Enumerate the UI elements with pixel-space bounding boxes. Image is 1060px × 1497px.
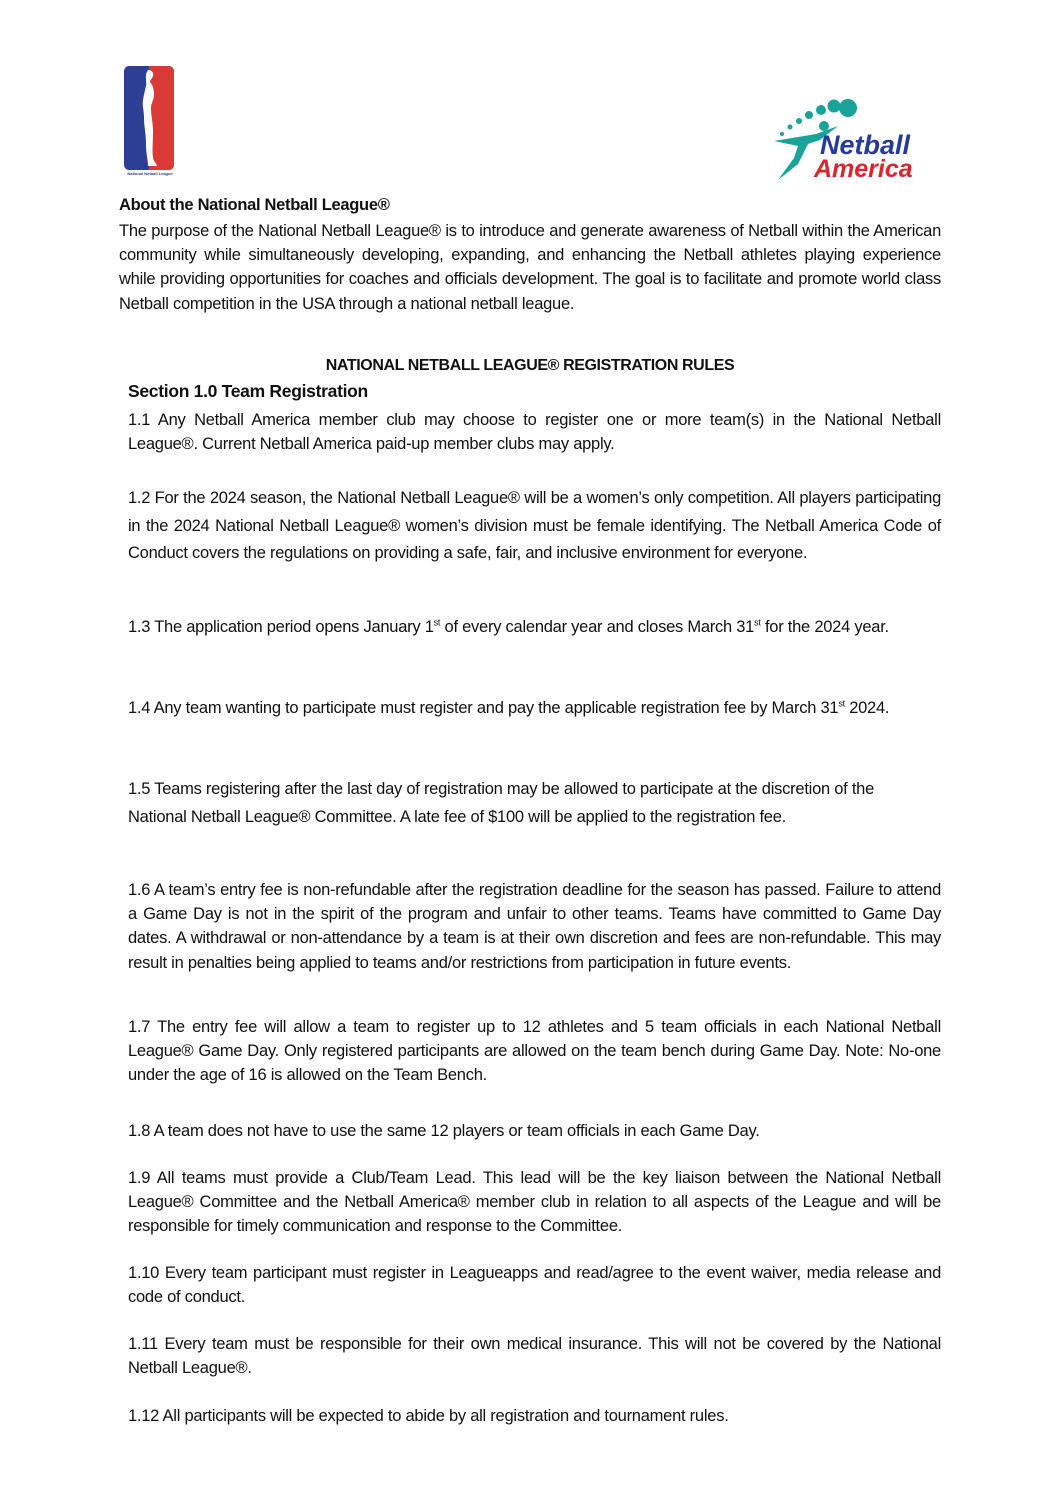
ordinal-suffix: st bbox=[433, 617, 441, 628]
logo-dot bbox=[805, 111, 813, 119]
logo-dot bbox=[796, 118, 802, 124]
logo-text-america: America bbox=[814, 155, 913, 183]
rule-1-9: 1.9 All teams must provide a Club/Team Lead. This lead will be the key liaison between the National Netball League® Committee and the Netball America® member club in relation to all aspects of the League and will be responsible for timely communication and response to the Committee. bbox=[128, 1169, 941, 1236]
logo-dot bbox=[828, 100, 841, 113]
rule-1-10: 1.10 Every team participant must register in Leagueapps and read/agree to the event waiver, media release and code of conduct. bbox=[128, 1264, 941, 1307]
section-heading: Section 1.0 Team Registration bbox=[128, 381, 368, 401]
ordinal-suffix: st bbox=[838, 698, 845, 709]
about-paragraph: The purpose of the National Netball League® is to introduce and generate awareness of Netball within the American community while simultaneously developing, expanding, and enhancing the Netball athletes playing experience while providing opportunities for coaches and officials development. The goal is to facilitate and promote world class Netball competition in the USA through a national netball league. bbox=[119, 222, 941, 313]
rule-1-4 bbox=[128, 695, 941, 723]
rule-1-11: 1.11 Every team must be responsible for their own medical insurance. This will not be covered by the National Netball League®. bbox=[128, 1335, 941, 1378]
rule-1-8: 1.8 A team does not have to use the same 12 players or team officials in each Game Day. bbox=[128, 1122, 760, 1140]
rule-1-3-text-c: for the 2024 year. bbox=[760, 618, 889, 636]
logo-dot bbox=[816, 105, 826, 115]
logo-dot bbox=[788, 125, 793, 130]
rule-1-2: 1.2 For the 2024 season, the National Netball League® will be a women’s only competition. All players participating in the 2024 National Netball League® women’s division must be female identifying. The Netball America Code of Conduct covers the regulations on providing a safe, fair, and inclusive environment for everyone. bbox=[128, 489, 941, 562]
logo-red-panel bbox=[149, 66, 174, 170]
rule-1-12: 1.12 All participants will be expected to abide by all registration and tournament rules. bbox=[128, 1407, 729, 1425]
rule-1-4-text-a: 1.4 Any team wanting to participate must register and pay the applicable registration fee by March 31 bbox=[128, 699, 839, 717]
rule-1-5: 1.5 Teams registering after the last day of registration may be allowed to participate at the discretion of the National Netball League® Committee. A late fee of $100 will be applied to the registration fee. bbox=[128, 780, 875, 826]
about-heading: About the National Netball League® bbox=[119, 196, 390, 214]
rule-1-3-text-b: of every calendar year and closes March 31 bbox=[440, 618, 755, 636]
rule-1-7: 1.7 The entry fee will allow a team to register up to 12 athletes and 5 team officials in each National Netball League® Game Day. Only registered participants are allowed on the team bench during Game Day. Note: No-one under the age of 16 is allowed on the Team Bench. bbox=[128, 1018, 941, 1085]
rule-1-3-text-a: 1.3 The application period opens January 1 bbox=[128, 618, 434, 636]
logo-dot bbox=[839, 99, 857, 117]
rule-1-6: 1.6 A team’s entry fee is non-refundable after the registration deadline for the season has passed. Failure to attend a Game Day is not in the spirit of the program and unfair to other teams. Teams have committed to Game Day dates. A withdrawal or non-attendance by a team is at their own discretion and fees are non-refundable. This may result in penalties being applied to teams and/or restrictions from participation in future events. bbox=[128, 881, 941, 972]
rule-1-3 bbox=[128, 614, 941, 642]
rule-1-1: 1.1 Any Netball America member club may choose to register one or more team(s) in the National Netball League®. Current Netball America paid-up member clubs may apply. bbox=[128, 411, 941, 454]
netball-america-logo bbox=[768, 96, 948, 184]
logo-caption: National Netball League bbox=[127, 171, 173, 176]
national-netball-league-logo bbox=[124, 66, 174, 178]
rules-title: NATIONAL NETBALL LEAGUE® REGISTRATION RULES bbox=[325, 357, 735, 374]
logo-dot bbox=[780, 132, 784, 136]
rule-1-4-text-b: 2024. bbox=[844, 699, 890, 717]
logo-text-netball: Netball bbox=[820, 130, 911, 160]
ordinal-suffix: st bbox=[754, 617, 761, 628]
